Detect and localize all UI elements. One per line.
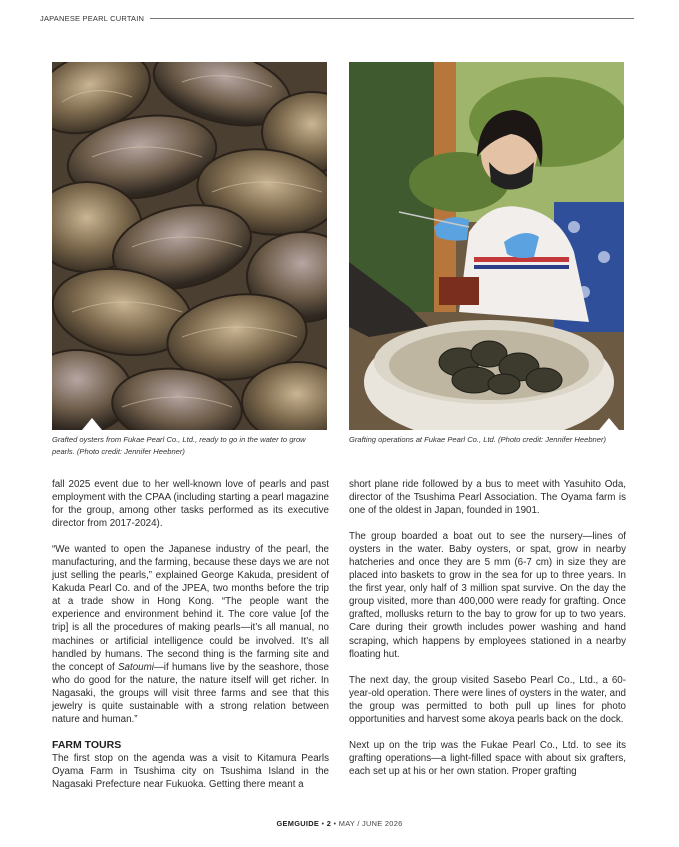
header-rule	[150, 18, 634, 19]
article-column-left	[52, 478, 329, 791]
paragraph: The first stop on the agenda was a visit to Kitamura Pearls Oyama Farm in Tsushima city on Tsushima Island in the Nagasaki Prefecture near Fukuoka. Getting there meant a	[52, 752, 329, 790]
oysters-image	[52, 62, 327, 430]
footer-brand: GEMGUIDE	[276, 819, 320, 828]
footer-separator: •	[333, 819, 337, 828]
grafting-photo	[349, 62, 624, 430]
quote-text-end: —if humans live by the seashore, those who do good for the nature, the nature itself will get richer. In Nagasaki, the groups will visit three farms and see that this jewelry is quite sustainable with a strong relation between nature and human.”	[52, 661, 329, 725]
photo-caption-left: Grafted oysters from Fukae Pearl Co., Ltd., ready to go in the water to grow pearls. (Photo credit: Jennifer Heebner)	[52, 435, 306, 456]
article-column-right	[349, 478, 626, 778]
header-title: JAPANESE PEARL CURTAIN	[40, 13, 145, 23]
running-header	[40, 11, 634, 25]
grafting-image	[349, 62, 624, 430]
page-footer	[0, 819, 679, 828]
photo-notch	[599, 418, 619, 430]
quote-text: “We wanted to open the Japanese industry of the pearl, the manufacturing, and the farming, because these days we are not just selling the pearls,” explained George Kakuda, president of Kakuda Pearl Co. and of the JPEA, two months before the trip at a trade show in Hong Kong. “The people want the experience and environment behind it. The core value [of the trip] is all the procedures of making pearls—it’s all manual, no machines or artificial intelligence could be involved. It’s all handled by humans. The second thing is the farming site and the concept of	[52, 544, 329, 673]
page-number: 2	[326, 819, 332, 828]
paragraph: The next day, the group visited Sasebo Pearl Co., Ltd., a 60-year-old operation. There were lines of oysters in the water, and the group was permitted to both pull up lines for photo opportunities and harvest some akoya pearls back on the dock.	[349, 674, 626, 725]
photo-caption-right: Grafting operations at Fukae Pearl Co., Ltd. (Photo credit: Jennifer Heebner)	[349, 435, 607, 444]
satoumi-term: Satoumi	[118, 661, 154, 673]
footer-separator: •	[321, 819, 325, 828]
quote-paragraph	[52, 543, 329, 726]
photo-notch	[82, 418, 102, 430]
paragraph: Next up on the trip was the Fukae Pearl Co., Ltd. to see its grafting operations—a light-filled space with about six grafters, each set up at his or her own station. Proper grafting	[349, 739, 626, 777]
paragraph: short plane ride followed by a bus to meet with Yasuhito Oda, director of the Tsushima Pearl Association. The Oyama farm is one of the oldest in Japan, founded in 1901.	[349, 479, 626, 517]
issue-date: MAY / JUNE 2026	[338, 819, 403, 828]
paragraph: fall 2025 event due to her well-known love of pearls and past employment with the CPAA (including starting a pearl magazine for the group, among other tasks performed as its executive director from 2017-2024).	[52, 479, 329, 530]
section-subhead: FARM TOURS	[52, 738, 122, 751]
oysters-photo	[52, 62, 327, 430]
paragraph: The group boarded a boat out to see the nursery—lines of oysters in the water. Baby oysters, or spat, grow in nearby hatcheries and once they are 5 mm (6-7 cm) in size they are placed into baskets to grow in the sea for up to three years. In the first year, only half of 3 million spat survive. On the day the group visited, more than 400,000 were ready for grafting. Once grafted, mollusks return to the bay to grow for up to two years. Care during their growth includes power washing and hand scraping, which happens by employees stationed in a nearby floating hut.	[349, 531, 626, 660]
